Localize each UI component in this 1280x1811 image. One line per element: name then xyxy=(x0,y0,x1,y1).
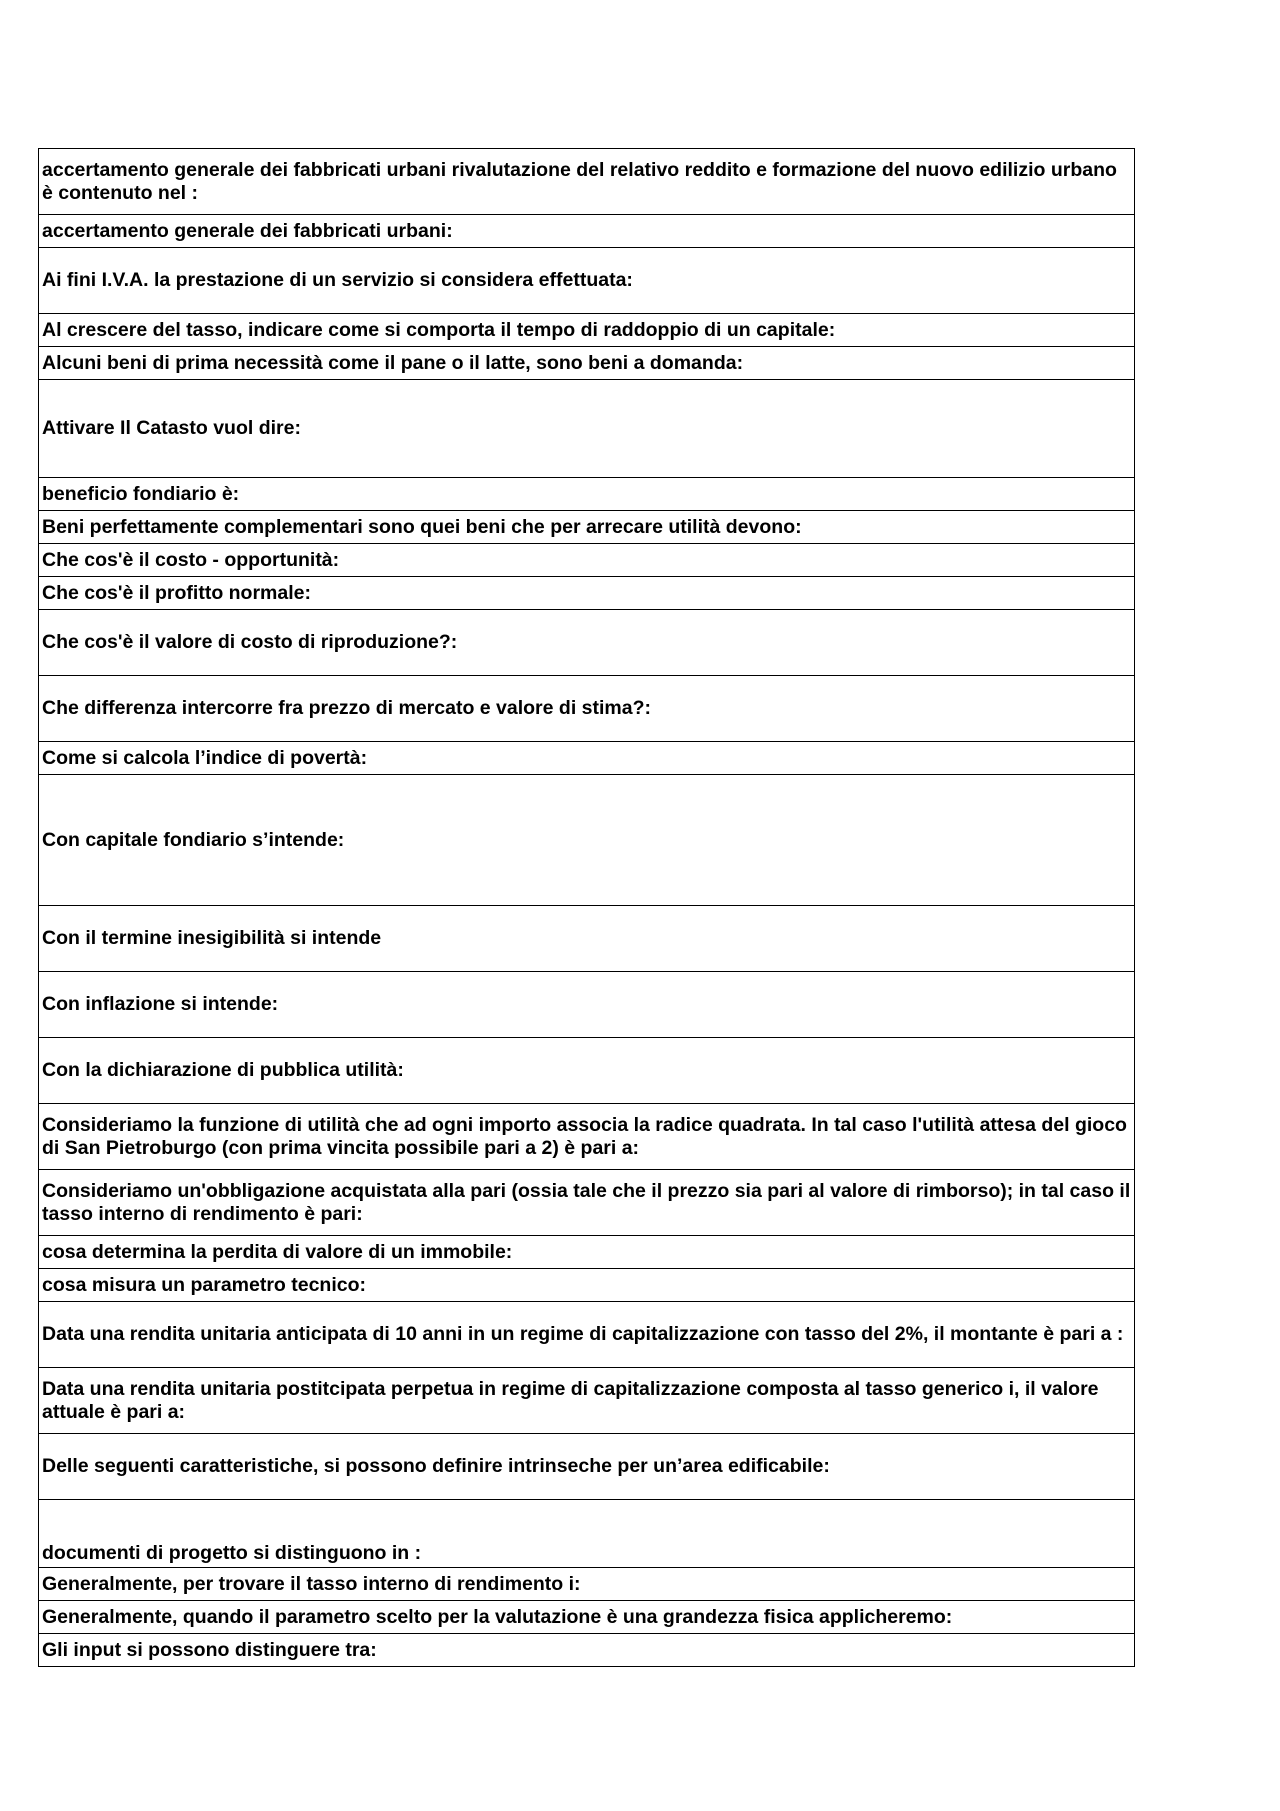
question-cell[interactable]: Che cos'è il valore di costo di riproduzione?: xyxy=(39,610,1135,676)
question-cell[interactable]: Delle seguenti caratteristiche, si possono definire intrinseche per un’area edificabile: xyxy=(39,1434,1135,1500)
table-row xyxy=(39,314,1135,347)
question-cell[interactable]: accertamento generale dei fabbricati urbani: xyxy=(39,215,1135,248)
table-row xyxy=(39,544,1135,577)
question-cell[interactable]: Con il termine inesigibilità si intende xyxy=(39,906,1135,972)
table-row xyxy=(39,478,1135,511)
question-cell[interactable]: Come si calcola l’indice di povertà: xyxy=(39,742,1135,775)
question-cell[interactable]: Che differenza intercorre fra prezzo di mercato e valore di stima?: xyxy=(39,676,1135,742)
table-row xyxy=(39,906,1135,972)
table-row xyxy=(39,1302,1135,1368)
table-row xyxy=(39,1269,1135,1302)
table-row xyxy=(39,775,1135,906)
questions-table xyxy=(38,148,1135,1667)
question-cell[interactable]: cosa misura un parametro tecnico: xyxy=(39,1269,1135,1302)
table-row xyxy=(39,610,1135,676)
question-cell[interactable]: Generalmente, quando il parametro scelto per la valutazione è una grandezza fisica applicheremo: xyxy=(39,1601,1135,1634)
question-cell[interactable]: Data una rendita unitaria anticipata di 10 anni in un regime di capitalizzazione con tasso del 2%, il montante è pari a : xyxy=(39,1302,1135,1368)
question-cell[interactable]: Consideriamo la funzione di utilità che ad ogni importo associa la radice quadrata. In tal caso l'utilità attesa del gioco di San Pietroburgo (con prima vincita possibile pari a 2) è pari a: xyxy=(39,1104,1135,1170)
question-cell[interactable]: Data una rendita unitaria postitcipata perpetua in regime di capitalizzazione composta al tasso generico i, il valore attuale è pari a: xyxy=(39,1368,1135,1434)
table-row xyxy=(39,380,1135,478)
question-cell[interactable]: Generalmente, per trovare il tasso interno di rendimento i: xyxy=(39,1568,1135,1601)
table-row xyxy=(39,215,1135,248)
question-cell[interactable]: Con la dichiarazione di pubblica utilità: xyxy=(39,1038,1135,1104)
table-row xyxy=(39,1634,1135,1667)
question-cell[interactable]: Al crescere del tasso, indicare come si comporta il tempo di raddoppio di un capitale: xyxy=(39,314,1135,347)
table-row xyxy=(39,248,1135,314)
table-row xyxy=(39,1038,1135,1104)
question-cell[interactable]: beneficio fondiario è: xyxy=(39,478,1135,511)
table-row xyxy=(39,1368,1135,1434)
question-cell[interactable]: Beni perfettamente complementari sono quei beni che per arrecare utilità devono: xyxy=(39,511,1135,544)
table-row xyxy=(39,1568,1135,1601)
table-row xyxy=(39,742,1135,775)
table-row xyxy=(39,1104,1135,1170)
table-row xyxy=(39,972,1135,1038)
question-cell[interactable]: Gli input si possono distinguere tra: xyxy=(39,1634,1135,1667)
table-row xyxy=(39,1170,1135,1236)
table-row xyxy=(39,577,1135,610)
table-row xyxy=(39,1601,1135,1634)
table-row xyxy=(39,1500,1135,1568)
question-cell[interactable]: Con inflazione si intende: xyxy=(39,972,1135,1038)
question-cell[interactable]: documenti di progetto si distinguono in : xyxy=(39,1500,1135,1568)
question-cell[interactable]: Ai fini I.V.A. la prestazione di un servizio si considera effettuata: xyxy=(39,248,1135,314)
table-row xyxy=(39,149,1135,215)
question-cell[interactable]: Attivare Il Catasto vuol dire: xyxy=(39,380,1135,478)
question-cell[interactable]: accertamento generale dei fabbricati urbani rivalutazione del relativo reddito e formazione del nuovo edilizio urbano è contenuto nel : xyxy=(39,149,1135,215)
table-row xyxy=(39,347,1135,380)
question-cell[interactable]: cosa determina la perdita di valore di un immobile: xyxy=(39,1236,1135,1269)
question-cell[interactable]: Con capitale fondiario s’intende: xyxy=(39,775,1135,906)
question-cell[interactable]: Alcuni beni di prima necessità come il pane o il latte, sono beni a domanda: xyxy=(39,347,1135,380)
question-cell[interactable]: Che cos'è il costo - opportunità: xyxy=(39,544,1135,577)
table-row xyxy=(39,511,1135,544)
question-cell[interactable]: Consideriamo un'obbligazione acquistata alla pari (ossia tale che il prezzo sia pari al valore di rimborso); in tal caso il tasso interno di rendimento è pari: xyxy=(39,1170,1135,1236)
table-row xyxy=(39,1236,1135,1269)
table-row xyxy=(39,676,1135,742)
table-row xyxy=(39,1434,1135,1500)
question-cell[interactable]: Che cos'è il profitto normale: xyxy=(39,577,1135,610)
